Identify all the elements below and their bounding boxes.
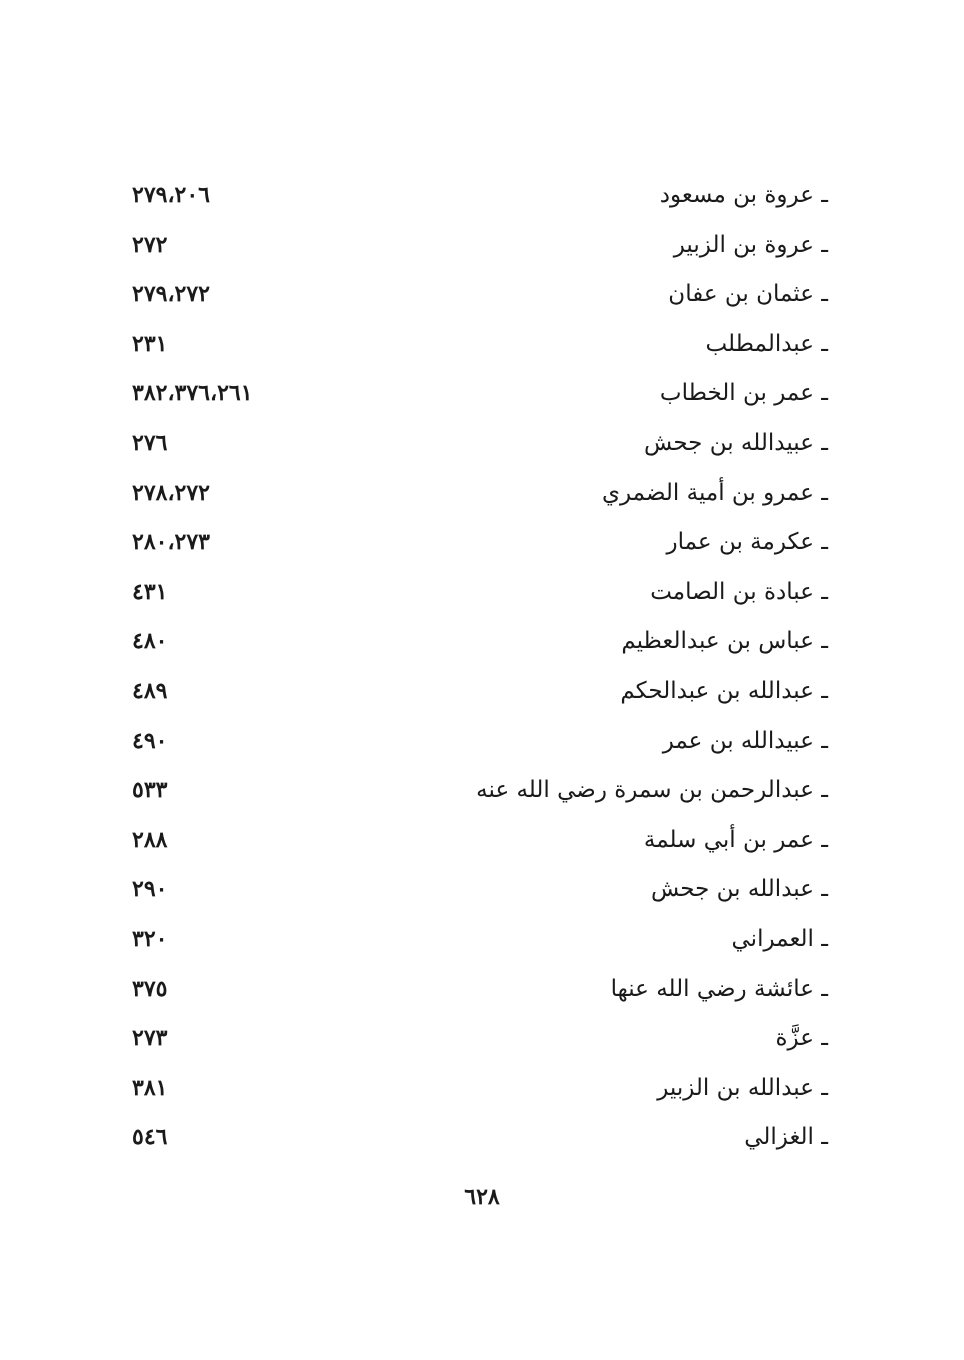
- entry-page-refs: ٤٨٩: [132, 677, 168, 704]
- entry-name: ـ عمرو بن أمية الضمري: [601, 479, 828, 506]
- entry-page-refs: ٢٨٠،٢٧٣: [132, 529, 210, 556]
- entry-name: ـ عبادة بن الصامت: [650, 578, 828, 605]
- entry-name: ـ الغزالي: [744, 1124, 828, 1151]
- page-number: ٦٢٨: [464, 1184, 500, 1210]
- entry-name: ـ عباس بن عبدالعظيم: [621, 628, 828, 655]
- index-entry: [0, 420, 964, 470]
- entry-page-refs: ٢٧٢: [132, 231, 168, 258]
- index-entry: [0, 370, 964, 420]
- entry-name: ـ عمر بن أبي سلمة: [643, 826, 828, 853]
- entry-name: ـ عائشة رضي الله عنها: [610, 975, 828, 1002]
- index-entry: [0, 569, 964, 619]
- index-entry: [0, 618, 964, 668]
- entry-page-refs: ٤٩٠: [132, 727, 168, 754]
- entry-page-refs: ٢٣١: [132, 330, 168, 357]
- entry-name: ـ العمراني: [731, 925, 828, 952]
- entry-page-refs: ٢٧٦: [132, 429, 168, 456]
- entry-name: ـ عبدالرحمن بن سمرة رضي الله عنه: [476, 777, 828, 804]
- entry-name: ـ عبدالله بن الزبير: [657, 1074, 828, 1101]
- index-entry: [0, 222, 964, 272]
- entry-page-refs: ٥٤٦: [132, 1124, 168, 1151]
- entry-name: ـ عكرمة بن عمار: [666, 529, 828, 556]
- entry-page-refs: ٣٢٠: [132, 925, 168, 952]
- entry-page-refs: ٢٧٩،٢٧٢: [132, 281, 210, 308]
- index-entry: [0, 1015, 964, 1065]
- entry-name: ـ عبيدالله بن عمر: [662, 727, 828, 754]
- entry-page-refs: ٤٨٠: [132, 628, 168, 655]
- entry-page-refs: ٣٧٥: [132, 975, 168, 1002]
- entry-page-refs: ٥٣٣: [132, 777, 168, 804]
- index-entry: [0, 966, 964, 1016]
- entry-page-refs: ٣٨٢،٣٧٦،٢٦١: [132, 380, 253, 407]
- entry-page-refs: ٢٨٨: [132, 826, 168, 853]
- entry-page-refs: ٤٣١: [132, 578, 168, 605]
- index-entry: [0, 1114, 964, 1164]
- entry-name: ـ عروة بن مسعود: [659, 182, 828, 208]
- entry-page-refs: ٢٩٠: [132, 876, 168, 903]
- entry-name: ـ عزَّة: [775, 1025, 828, 1052]
- index-entry: [0, 916, 964, 966]
- entry-page-refs: ٢٧٣: [132, 1025, 168, 1052]
- index-entry: [0, 519, 964, 569]
- index-entry: [0, 668, 964, 718]
- entry-page-refs: ٣٨١: [132, 1074, 168, 1101]
- entry-name: ـ عمر بن الخطاب: [659, 380, 828, 407]
- entry-name: ـ عثمان بن عفان: [668, 281, 828, 308]
- entry-name: ـ عبيدالله بن جحش: [644, 429, 828, 456]
- entry-name: ـ عروة بن الزبير: [673, 231, 828, 258]
- entry-name: ـ عبدالله بن جحش: [650, 876, 828, 903]
- index-entry: [0, 172, 964, 222]
- index-entry: [0, 321, 964, 371]
- index-entry: [0, 817, 964, 867]
- entry-name: ـ عبدالله بن عبدالحكم: [620, 677, 828, 704]
- index-entry: [0, 470, 964, 520]
- entry-name: ـ عبدالمطلب: [705, 330, 828, 357]
- index-entry: [0, 767, 964, 817]
- index-entry: [0, 1065, 964, 1115]
- index-entry: [0, 271, 964, 321]
- name-index-list: [0, 172, 964, 1164]
- entry-page-refs: ٢٧٨،٢٧٢: [132, 479, 210, 506]
- entry-page-refs: ٢٧٩،٢٠٦: [132, 182, 210, 208]
- index-entry: [0, 718, 964, 768]
- index-entry: [0, 866, 964, 916]
